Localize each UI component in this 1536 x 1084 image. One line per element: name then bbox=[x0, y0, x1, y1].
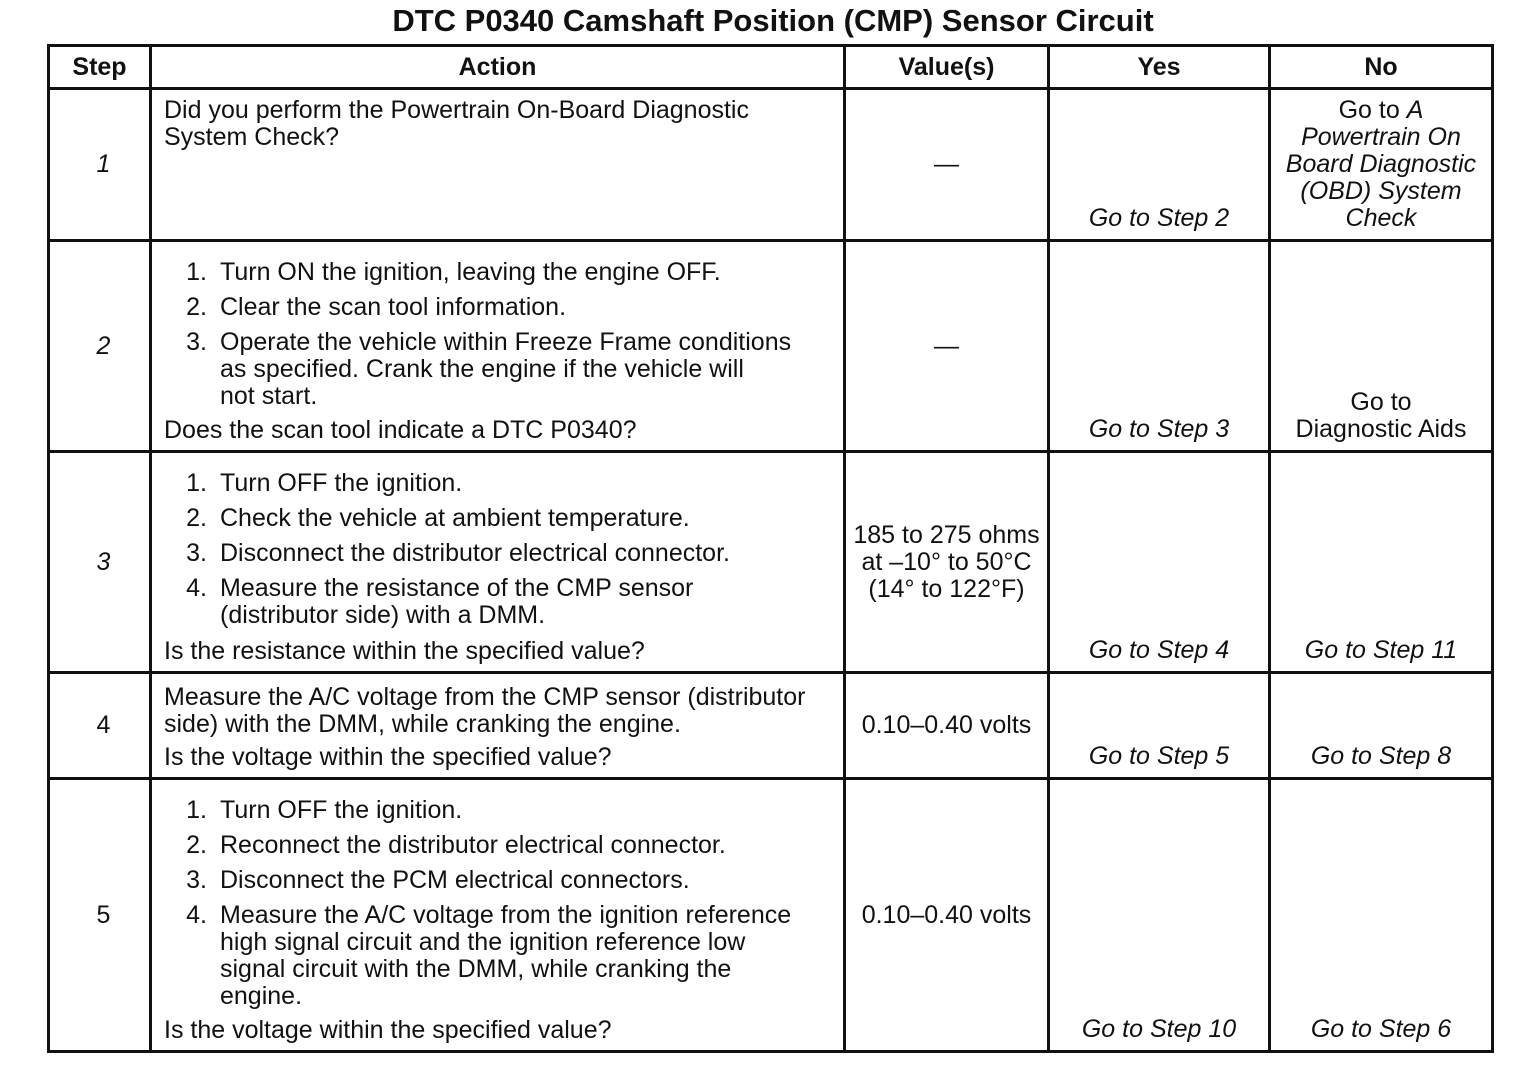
action-cell bbox=[152, 780, 843, 1050]
list-item bbox=[164, 259, 837, 286]
yes-result: Go to Step 2 bbox=[1088, 204, 1230, 232]
header-values: Value(s) bbox=[846, 47, 1047, 87]
yes-result: Go to Step 3 bbox=[1088, 415, 1230, 443]
action-question: Is the voltage within the specified value? bbox=[164, 743, 612, 771]
list-item-number: 1. bbox=[186, 258, 207, 286]
value-cell: — bbox=[846, 90, 1047, 239]
list-item bbox=[164, 797, 837, 824]
yes-cell bbox=[1050, 674, 1268, 777]
list-item-text: Measure the resistance of the CMP sensor (distributor side) with a DMM. bbox=[220, 574, 694, 629]
no-result: Go to Step 6 bbox=[1310, 1015, 1452, 1043]
yes-result: Go to Step 5 bbox=[1088, 742, 1230, 770]
list-item-number: 3. bbox=[186, 866, 207, 894]
list-item bbox=[164, 329, 837, 410]
list-item bbox=[164, 867, 837, 894]
step-number: 4 bbox=[50, 674, 149, 777]
action-cell bbox=[152, 242, 843, 450]
no-result-prefix: Go to bbox=[1338, 96, 1400, 124]
list-item-text: Reconnect the distributor electrical connector. bbox=[220, 831, 726, 859]
no-cell bbox=[1271, 674, 1491, 777]
value-cell: — bbox=[846, 242, 1047, 450]
action-steps bbox=[164, 259, 837, 410]
step-number: 3 bbox=[50, 453, 149, 671]
header-no: No bbox=[1271, 47, 1491, 87]
diagnostic-table bbox=[47, 44, 1494, 1053]
document-title: DTC P0340 Camshaft Position (CMP) Sensor Circuit bbox=[392, 3, 1154, 38]
header-yes: Yes bbox=[1050, 47, 1268, 87]
step-number: 5 bbox=[50, 780, 149, 1050]
action-question: Does the scan tool indicate a DTC P0340? bbox=[164, 416, 637, 444]
value-cell: 0.10–0.40 volts bbox=[846, 780, 1047, 1050]
list-item-text: Turn OFF the ignition. bbox=[220, 796, 463, 824]
action-instruction: Measure the A/C voltage from the CMP sensor (distributor side) with the DMM, while cranking the engine. bbox=[164, 683, 806, 738]
action-cell bbox=[152, 674, 843, 777]
list-item-number: 2. bbox=[186, 293, 207, 321]
list-item-text: Disconnect the distributor electrical connector. bbox=[220, 539, 730, 567]
list-item-number: 2. bbox=[186, 831, 207, 859]
action-question: Is the resistance within the specified value? bbox=[164, 637, 645, 665]
no-cell bbox=[1271, 780, 1491, 1050]
list-item bbox=[164, 902, 837, 1010]
list-item-text: Turn ON the ignition, leaving the engine OFF. bbox=[220, 258, 721, 286]
yes-result: Go to Step 4 bbox=[1088, 636, 1230, 664]
no-cell bbox=[1271, 90, 1491, 239]
no-cell bbox=[1271, 242, 1491, 450]
list-item bbox=[164, 575, 837, 629]
action-steps bbox=[164, 470, 837, 629]
no-result-target: A Powertrain On Board Diagnostic (OBD) System Check bbox=[1285, 96, 1477, 232]
no-result bbox=[1286, 97, 1476, 232]
list-item bbox=[164, 832, 837, 859]
header-step: Step bbox=[50, 47, 149, 87]
yes-cell bbox=[1050, 780, 1268, 1050]
no-cell bbox=[1271, 453, 1491, 671]
action-cell bbox=[152, 90, 843, 239]
list-item-text: Clear the scan tool information. bbox=[220, 293, 567, 321]
yes-cell bbox=[1050, 453, 1268, 671]
list-item-number: 3. bbox=[186, 539, 207, 567]
yes-cell bbox=[1050, 90, 1268, 239]
list-item-number: 2. bbox=[186, 504, 207, 532]
yes-cell bbox=[1050, 242, 1268, 450]
list-item-number: 4. bbox=[186, 574, 207, 602]
list-item-text: Operate the vehicle within Freeze Frame conditions as specified. Crank the engine if the vehicle will not start. bbox=[220, 328, 792, 410]
list-item bbox=[164, 505, 837, 532]
list-item-number: 3. bbox=[186, 328, 207, 356]
list-item bbox=[164, 294, 837, 321]
list-item-text: Turn OFF the ignition. bbox=[220, 469, 463, 497]
list-item-text: Disconnect the PCM electrical connectors. bbox=[220, 866, 690, 894]
yes-result: Go to Step 10 bbox=[1081, 1015, 1237, 1043]
header-action: Action bbox=[152, 47, 843, 87]
no-result: Go to Step 8 bbox=[1310, 742, 1452, 770]
list-item bbox=[164, 470, 837, 497]
list-item-number: 1. bbox=[186, 796, 207, 824]
no-result: Go to Diagnostic Aids bbox=[1295, 388, 1467, 443]
value-cell: 0.10–0.40 volts bbox=[846, 674, 1047, 777]
step-number: 1 bbox=[50, 90, 149, 239]
action-question: Is the voltage within the specified value? bbox=[164, 1016, 612, 1044]
list-item-text: Check the vehicle at ambient temperature. bbox=[220, 504, 690, 532]
step-number: 2 bbox=[50, 242, 149, 450]
list-item bbox=[164, 540, 837, 567]
list-item-number: 4. bbox=[186, 901, 207, 929]
action-cell bbox=[152, 453, 843, 671]
action-steps bbox=[164, 797, 837, 1010]
no-result: Go to Step 11 bbox=[1304, 636, 1458, 664]
action-question: Did you perform the Powertrain On-Board Diagnostic System Check? bbox=[164, 96, 749, 151]
value-cell: 185 to 275 ohms at –10° to 50°C (14° to 122°F) bbox=[846, 453, 1047, 671]
list-item-number: 1. bbox=[186, 469, 207, 497]
list-item-text: Measure the A/C voltage from the ignition reference high signal circuit and the ignition reference low signal circuit with the DMM, while cranking the engine. bbox=[220, 901, 792, 1010]
